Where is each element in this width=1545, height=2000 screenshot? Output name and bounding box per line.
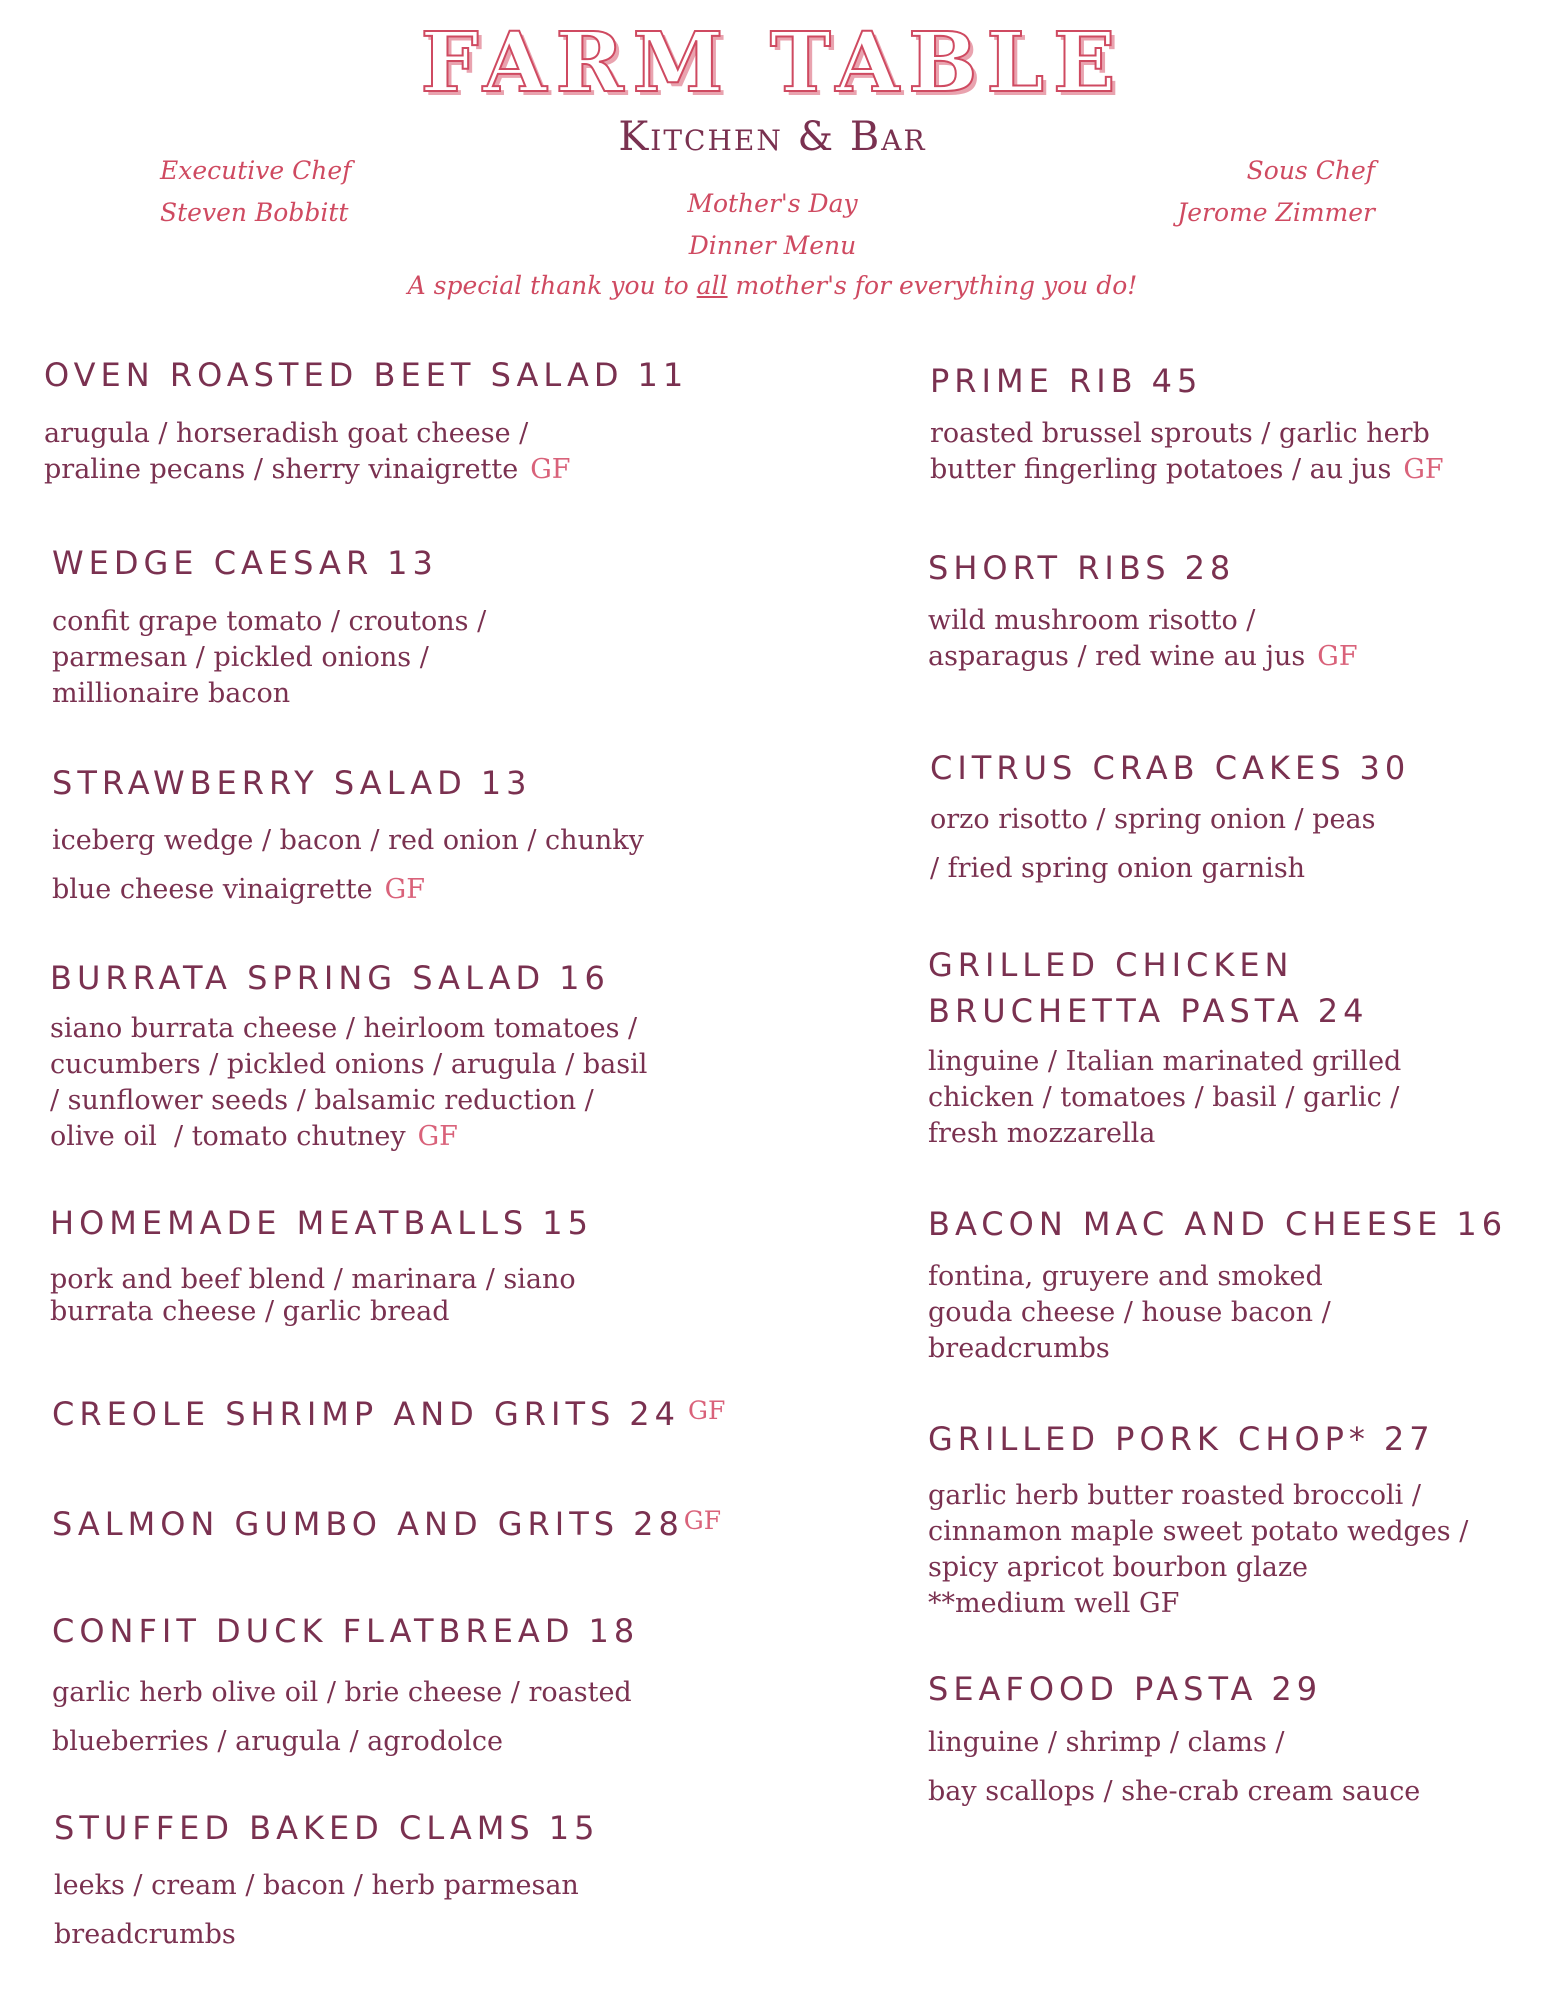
menu-item <box>50 955 647 1155</box>
description-line: arugula / horseradish goat cheese / <box>44 418 529 449</box>
menu-item-title <box>52 1388 725 1437</box>
description-line: butter fingerling potatoes / au jus GF <box>930 454 1444 485</box>
description-line: roasted brussel sprouts / garlic herb <box>930 418 1430 449</box>
menu-item <box>928 545 1358 675</box>
description-line: leeks / cream / bacon / herb parmesan <box>54 1870 579 1901</box>
menu-item-description <box>928 1478 1468 1622</box>
sous-chef-name: Jerome Zimmer <box>1177 198 1375 227</box>
description-line: orzo risotto / spring onion / peas <box>930 804 1376 835</box>
menu-item-description <box>928 603 1358 675</box>
menu-item-title <box>54 1805 599 1851</box>
menu-item <box>54 1805 599 1959</box>
menu-item-name: STUFFED BAKED CLAMS <box>54 1809 535 1847</box>
menu-item-title <box>52 1498 721 1547</box>
menu-item-title <box>930 745 1410 791</box>
description-line: asparagus / red wine au jus GF <box>928 641 1358 672</box>
menu-item-name: SALMON GUMBO AND GRITS <box>52 1505 620 1543</box>
menu-item-price: 13 <box>387 544 438 582</box>
menu-item <box>52 1608 639 1766</box>
menu-item-title <box>928 1201 1507 1247</box>
description-line: blue cheese vinaigrette GF <box>52 874 425 905</box>
menu-item-name-line-2: BRUCHETTA PASTA <box>928 992 1304 1030</box>
description-line: fresh mozzarella <box>928 1118 1156 1149</box>
gluten-free-tag: GF <box>530 454 571 485</box>
description-line: cucumbers / pickled onions / arugula / basil <box>50 1049 648 1080</box>
description-line: confit grape tomato / croutons / <box>52 606 487 637</box>
restaurant-name: FARM TABLE <box>420 15 1125 111</box>
menu-item-title-line-1: GRILLED CHICKEN <box>928 946 1294 984</box>
thank-you-note <box>0 265 1545 307</box>
menu-item <box>52 540 486 712</box>
menu-item-title <box>928 988 1401 1034</box>
description-line: linguine / shrimp / clams / <box>928 1727 1285 1758</box>
description-line: fontina, gruyere and smoked <box>928 1261 1323 1292</box>
executive-chef-name: Steven Bobbitt <box>160 198 349 227</box>
menu-item <box>930 745 1410 893</box>
menu-item <box>50 1200 593 1328</box>
menu-item-name: HOMEMADE MEATBALLS <box>50 1204 529 1242</box>
menu-item-title <box>930 358 1444 404</box>
gluten-free-tag: GF <box>384 874 425 905</box>
menu-item-description <box>52 604 486 712</box>
menu-item <box>930 358 1444 488</box>
description-line: / sunflower seeds / balsamic reduction / <box>50 1085 594 1116</box>
menu-item-description <box>928 1259 1507 1367</box>
description-line: garlic herb olive oil / brie cheese / roasted <box>52 1677 632 1708</box>
menu-item-title <box>52 760 644 806</box>
description-line: wild mushroom risotto / <box>928 605 1256 636</box>
occasion-line-2: Dinner Menu <box>688 231 857 260</box>
menu-item-price: 29 <box>1271 1670 1323 1708</box>
menu-item-title <box>928 1416 1468 1462</box>
gluten-free-tag: GF <box>1317 641 1358 672</box>
menu-item-name: CITRUS CRAB CAKES <box>930 749 1346 787</box>
menu-item-description <box>50 1264 593 1328</box>
thanks-text-start: A special thank you to <box>407 271 697 300</box>
description-line: spicy apricot bourbon glaze <box>928 1552 1309 1583</box>
description-line: gouda cheese / house bacon / <box>928 1297 1331 1328</box>
menu-item-description <box>54 1861 599 1959</box>
menu-item-description <box>930 795 1410 893</box>
menu-occasion <box>0 183 1545 267</box>
description-line: breadcrumbs <box>928 1333 1110 1364</box>
menu-item-title <box>52 1608 639 1654</box>
menu-item-description <box>930 416 1444 488</box>
menu-item <box>928 942 1401 1152</box>
menu-item <box>52 760 644 914</box>
menu-item-title <box>928 545 1358 591</box>
menu-item-name: SEAFOOD PASTA <box>928 1670 1258 1708</box>
menu-item-title <box>50 955 647 1001</box>
gluten-free-tag: GF <box>1403 454 1444 485</box>
description-line: bay scallops / she-crab cream sauce <box>928 1776 1421 1807</box>
menu-item-price: 30 <box>1359 749 1411 787</box>
occasion-line-1: Mother's Day <box>687 189 858 218</box>
menu-item-description <box>50 1011 647 1155</box>
menu-item-description <box>52 1668 639 1766</box>
description-line: praline pecans / sherry vinaigrette GF <box>44 454 571 485</box>
description-line: millionaire bacon <box>52 678 291 709</box>
description-line: cinnamon maple sweet potato wedges / <box>928 1516 1469 1547</box>
description-line: linguine / Italian marinated grilled <box>928 1046 1402 1077</box>
menu-item-title <box>50 1200 593 1246</box>
description-line: breadcrumbs <box>54 1919 236 1950</box>
menu-item <box>44 352 688 488</box>
description-line: burrata cheese / garlic bread <box>50 1296 450 1327</box>
menu-item-title <box>52 540 486 586</box>
menu-item-name: SHORT RIBS <box>928 549 1171 587</box>
menu-item <box>52 1498 721 1547</box>
menu-item-name: PRIME RIB <box>930 362 1138 400</box>
menu-item-description <box>928 1044 1401 1152</box>
executive-chef-role: Executive Chef <box>160 156 352 185</box>
menu-item-title <box>928 1666 1420 1712</box>
menu-item-price: 24 <box>1317 992 1369 1030</box>
menu-item-price: 15 <box>548 1809 600 1847</box>
menu-item-price: 45 <box>1151 362 1203 400</box>
menu-item-price: 11 <box>637 356 689 394</box>
thanks-emphasis: all <box>696 271 728 300</box>
gluten-free-tag: GF <box>417 1121 458 1152</box>
menu-item <box>52 1388 725 1437</box>
sous-chef-role: Sous Chef <box>1246 156 1375 185</box>
description-line: chicken / tomatoes / basil / garlic / <box>928 1082 1400 1113</box>
menu-item-name: OVEN ROASTED BEET SALAD <box>44 356 624 394</box>
gluten-free-tag: GF <box>688 1396 726 1425</box>
description-line: / fried spring onion garnish <box>930 853 1306 884</box>
menu-item-name: STRAWBERRY SALAD <box>52 764 467 802</box>
menu-item <box>928 1416 1468 1622</box>
menu-item-description <box>52 816 644 914</box>
menu-item-price: 27 <box>1383 1420 1435 1458</box>
menu-item-price: 13 <box>480 764 532 802</box>
thanks-text-end: mother's for everything you do! <box>727 271 1138 300</box>
menu-item-name: BACON MAC AND CHEESE <box>928 1205 1443 1243</box>
description-line: siano burrata cheese / heirloom tomatoes / <box>50 1013 638 1044</box>
menu-item-title <box>44 352 688 398</box>
menu-item-description <box>44 416 688 488</box>
menu-item-price: 24 <box>629 1395 681 1433</box>
description-line: **medium well GF <box>928 1588 1180 1619</box>
menu-item-name: CONFIT DUCK FLATBREAD <box>52 1612 575 1650</box>
description-line: garlic herb butter roasted broccoli / <box>928 1480 1421 1511</box>
menu-item-price: 16 <box>559 959 610 997</box>
description-line: olive oil / tomato chutney GF <box>50 1121 458 1152</box>
description-line: iceberg wedge / bacon / red onion / chunky <box>52 825 644 856</box>
menu-item-description <box>928 1718 1420 1816</box>
menu-item-price: 16 <box>1456 1205 1508 1243</box>
menu-item <box>928 1666 1420 1816</box>
description-line: pork and beef blend / marinara / siano <box>50 1264 576 1295</box>
restaurant-subtitle: Kitchen & Bar <box>618 114 927 160</box>
gluten-free-tag: GF <box>683 1506 722 1535</box>
menu-item-name: CREOLE SHRIMP AND GRITS <box>52 1395 616 1433</box>
menu-item-price: 15 <box>542 1204 593 1242</box>
menu-item-price: 28 <box>633 1505 684 1543</box>
menu-item-price: 28 <box>1184 549 1236 587</box>
menu-item-name: WEDGE CAESAR <box>52 544 374 582</box>
description-line: blueberries / arugula / agrodolce <box>52 1726 503 1757</box>
menu-item-price: 18 <box>588 1612 640 1650</box>
description-line: parmesan / pickled onions / <box>52 642 429 673</box>
menu-item <box>928 1201 1507 1367</box>
menu-item-name: GRILLED PORK CHOP* <box>928 1420 1370 1458</box>
menu-item-name: BURRATA SPRING SALAD <box>50 959 546 997</box>
